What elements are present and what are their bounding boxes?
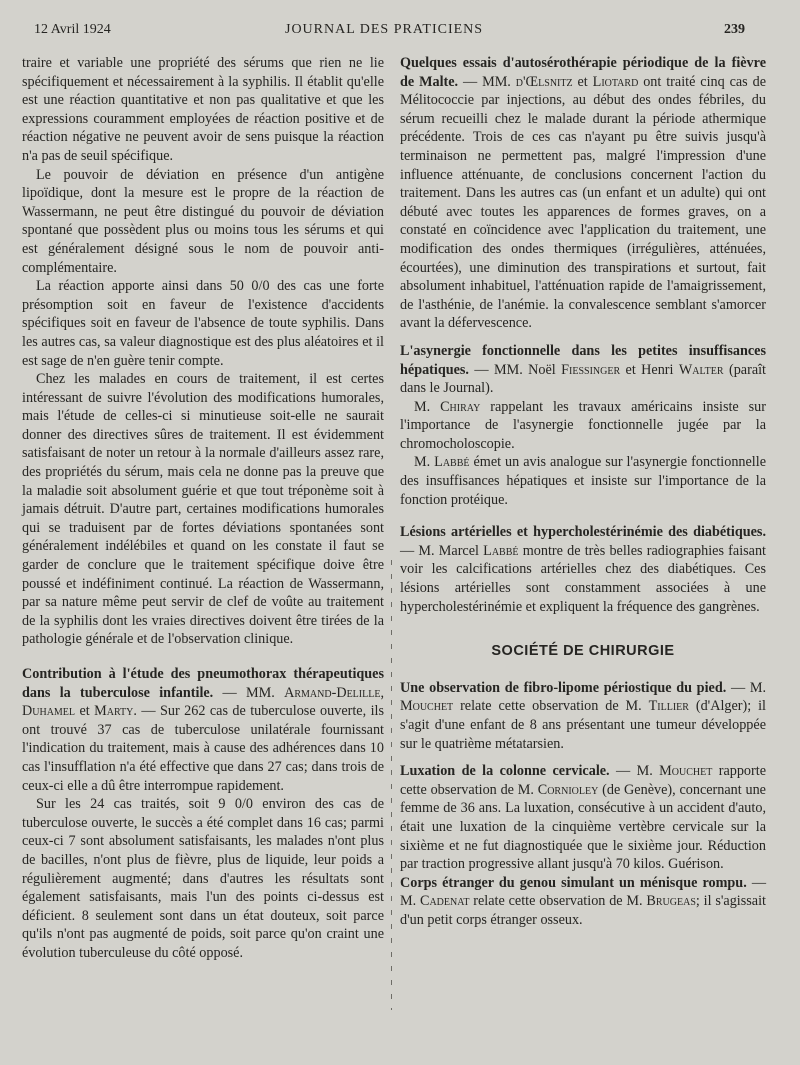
author-name: Cadenat bbox=[419, 893, 470, 910]
conjunction: et Henri bbox=[620, 361, 679, 378]
article-body: (d'Alger); il s'agit d'une enfant de 8 ans présentant une tumeur développée sur le quatrième métatarsien. bbox=[400, 698, 766, 752]
paragraph: La réaction apporte ainsi dans 50 0/0 des cas une forte présomption soit en faveur de l'existence d'accidents spécifiques soit en faveur de l'absence de toute syphilis. Dans les autres cas, sa valeur diagnostique est des plus aléatoires et il est sage de n'en guère tenir compte. bbox=[22, 278, 384, 369]
author-name: Fiessinger bbox=[561, 361, 621, 378]
article-title: Contribution à l'étude des pneumothorax thérapeutiques dans la tuberculose infantile. bbox=[22, 666, 384, 701]
separator: — M. bbox=[726, 679, 766, 696]
separator: — M. Marcel bbox=[400, 542, 484, 559]
column-divider bbox=[391, 560, 392, 1010]
separator: — MM. Noël bbox=[468, 361, 562, 378]
author-name: Tillier bbox=[648, 698, 689, 715]
article-body: montre de très belles radiographies faisant voir les calcifications artérielles chez des diabétiques. Ces lésions artérielles sont constamment associées à une hypercholestérinémie et expliquent la fréquence des gangrènes. bbox=[400, 542, 766, 615]
separator: — M. bbox=[400, 874, 767, 910]
article-entry bbox=[400, 874, 766, 930]
section-heading: SOCIÉTÉ DE CHIRURGIE bbox=[491, 643, 675, 660]
article-body: ; il s'agissait d'un petit corps étranger osseux. bbox=[400, 893, 766, 928]
separator: — MM. bbox=[458, 73, 516, 90]
author-name: Labbé bbox=[483, 542, 519, 559]
author-name: Labbé bbox=[434, 454, 470, 471]
article-entry bbox=[400, 679, 766, 753]
article-entry bbox=[400, 762, 766, 874]
connector-text: relate cette observation de M. bbox=[469, 893, 647, 910]
author-name: Brugeas bbox=[646, 893, 696, 910]
article-body: ont traité cinq cas de Mélitococcie par injections, au début des ondes fébriles, du sérum recueilli chez le malade durant la période athermique précédente. Trois de ces cas n'ayant pu être suivis jusqu'à terminaison ne permettent pas, malgré l'impression d'une influence atténuante, de conclusions concernent l'action du traitement. Dans les autres cas (un enfant et un adulte) qui ont débuté avec toutes les apparences de formes graves, on a constaté en coïncidence avec l'application du traitement, une modification des ondes thermiques (irrégulières, atténuées, écourtées), une diminution des transpirations et surtout, fait absolument inhabituel, l'atténuation rapide de l'amaigrissement, de l'asthénie, de l'anémie. la convalescence semblant s'amorcer avant la défervescence. bbox=[400, 73, 766, 332]
author-name: Walter bbox=[678, 361, 724, 378]
author-name: Liotard bbox=[592, 73, 639, 90]
separator: — MM. bbox=[213, 684, 285, 701]
article-title: Lésions artérielles et hypercholestérinémie des diabétiques. bbox=[400, 524, 766, 541]
article-body: (de Genève), concernant une femme de 36 ans. La luxation, consécutive à un accident d'auto, était une luxation de la cinquième vertèbre cervicale sur la sixième et ne fut diagnostiquée que le sixième jour. Réduction par traction progressive allant jusqu'à 70 kilos. Guérison. bbox=[400, 781, 766, 873]
article-title: Une observation de fibro-lipome périostique du pied. bbox=[400, 679, 727, 696]
author-name: Chiray bbox=[440, 398, 481, 415]
article-body: . — Sur 262 cas de tuberculose ouverte, ils ont trouvé 37 cas de tuberculose unilatérale fournissant l'indication du traitement, mais à cause des adhérences dans 10 cas l'insufflation n'a été effective que dans 27 cas; dans trois de ceux-ci elle a dû être interrompue rapidement. bbox=[22, 703, 384, 794]
header-date: 12 Avril 1924 bbox=[34, 22, 111, 37]
author-name: Cornioley bbox=[537, 781, 599, 798]
author-name: d'Œlsnitz bbox=[515, 73, 573, 90]
paragraph: Chez les malades en cours de traitement, il est certes intéressant de suivre l'évolution des modifications humorales, mais l'étude de celles-ci si minutieuse soit-elle ne saurait donner des directives sûres de traitement. Il est évidemment satisfaisant de noter un retour à la normale d'ailleurs assez rare, des propriétés du sérum, mais cela ne donne pas la preuve que la maladie soit absolument guérie et que tout tréponème soit à jamais détruit. D'autre part, certaines modifications humorales qui se traduisent par de fortes déviations spontanées sont généralement indélébiles et quand on les constate il faut se garder de conclure que le traitement spécifique doive être poussé et indéfiniment continué. La réaction de Wassermann, par sa nature même peut servir de clef de voûte au traitement de la syphilis dont les vraies directives doivent être tirées de la pathologie générale et de l'observation clinique. bbox=[22, 371, 384, 648]
right-column bbox=[400, 54, 766, 930]
article-entry bbox=[400, 342, 766, 398]
paragraph bbox=[400, 398, 766, 454]
article-title: Corps étranger du genou simulant un ménisque rompu. bbox=[400, 874, 747, 891]
conjunction: et bbox=[572, 73, 593, 90]
author-name: Armand-Delille, Duhamel bbox=[22, 684, 384, 720]
article-body: (paraît dans le Journal). bbox=[400, 361, 766, 397]
conjunction: et bbox=[75, 703, 95, 720]
paragraph: Le pouvoir de déviation en présence d'un antigène lipoïdique, dont la mesure est le propre de la réaction de Wassermann, ne peut être distingué du pouvoir de déviation spontané que possèdent plus ou moins tous les sérums et qui est généralement désigné sous le nom de pouvoir anti-complémentaire. bbox=[22, 166, 384, 276]
header-journal-title: JOURNAL DES PRATICIENS bbox=[285, 22, 484, 37]
paragraph: Sur les 24 cas traités, soit 9 0/0 environ des cas de tuberculose ouverte, le succès a été complet dans 16 cas; parmi ceux-ci 7 sont absolument satisfaisants, les malades n'ont plus de bacilles, n'ont plus de fièvre, plus de liquide, leur poids a régulièrement augmenté; dans d'autres les résultats sont également satisfaisants, mais l'un des points ci-dessus est déficient. 8 seulement sont dans un état douteux, soit parce qu'ils n'ont pas augmenté de poids, soit parce qu'on craint une évolution tuberculeuse du côté opposé. bbox=[22, 796, 384, 961]
author-name: Mouchet bbox=[400, 698, 454, 715]
article-title: Luxation de la colonne cervicale. bbox=[400, 763, 610, 780]
paragraph bbox=[400, 453, 766, 509]
author-name: Mouchet bbox=[659, 763, 713, 780]
prefix: M. bbox=[414, 454, 435, 471]
article-entry bbox=[400, 523, 766, 616]
connector-text: relate cette observation de M. bbox=[453, 698, 649, 715]
article-entry bbox=[400, 54, 766, 333]
article-entry bbox=[22, 665, 384, 795]
header-page-number: 239 bbox=[724, 22, 745, 37]
article-title: Quelques essais d'autosérothérapie périodique de la fièvre de Malte. bbox=[400, 55, 766, 90]
separator: — M. bbox=[609, 763, 660, 780]
author-name: Marty bbox=[94, 703, 134, 720]
paragraph-body: émet un avis analogue sur l'asynergie fonctionnelle des insuffisances hépatiques et insiste sur l'importance de la fonction protéique. bbox=[400, 454, 766, 508]
left-column bbox=[22, 54, 384, 963]
prefix: M. bbox=[414, 398, 441, 415]
paragraph-body: rappelant les travaux américains insiste sur l'importance de l'asynergie fonctionnelle jugée par la chromocholoscopie. bbox=[400, 398, 766, 452]
connector-text: rapporte cette observation de M. bbox=[400, 763, 766, 798]
paragraph: traire et variable une propriété des sérums que rien ne lie spécifiquement et nécessairement à la syphilis. Il établit qu'elle est une réaction quantitative et non pas qualitative et que les expressions couramment employées de réaction positive et de réaction négative ne peuvent avoir de sens puisque la réaction n'a pas de seuil spécifique. bbox=[22, 55, 384, 164]
article-title: L'asynergie fonctionnelle dans les petites insuffisances hépatiques. bbox=[400, 342, 766, 378]
